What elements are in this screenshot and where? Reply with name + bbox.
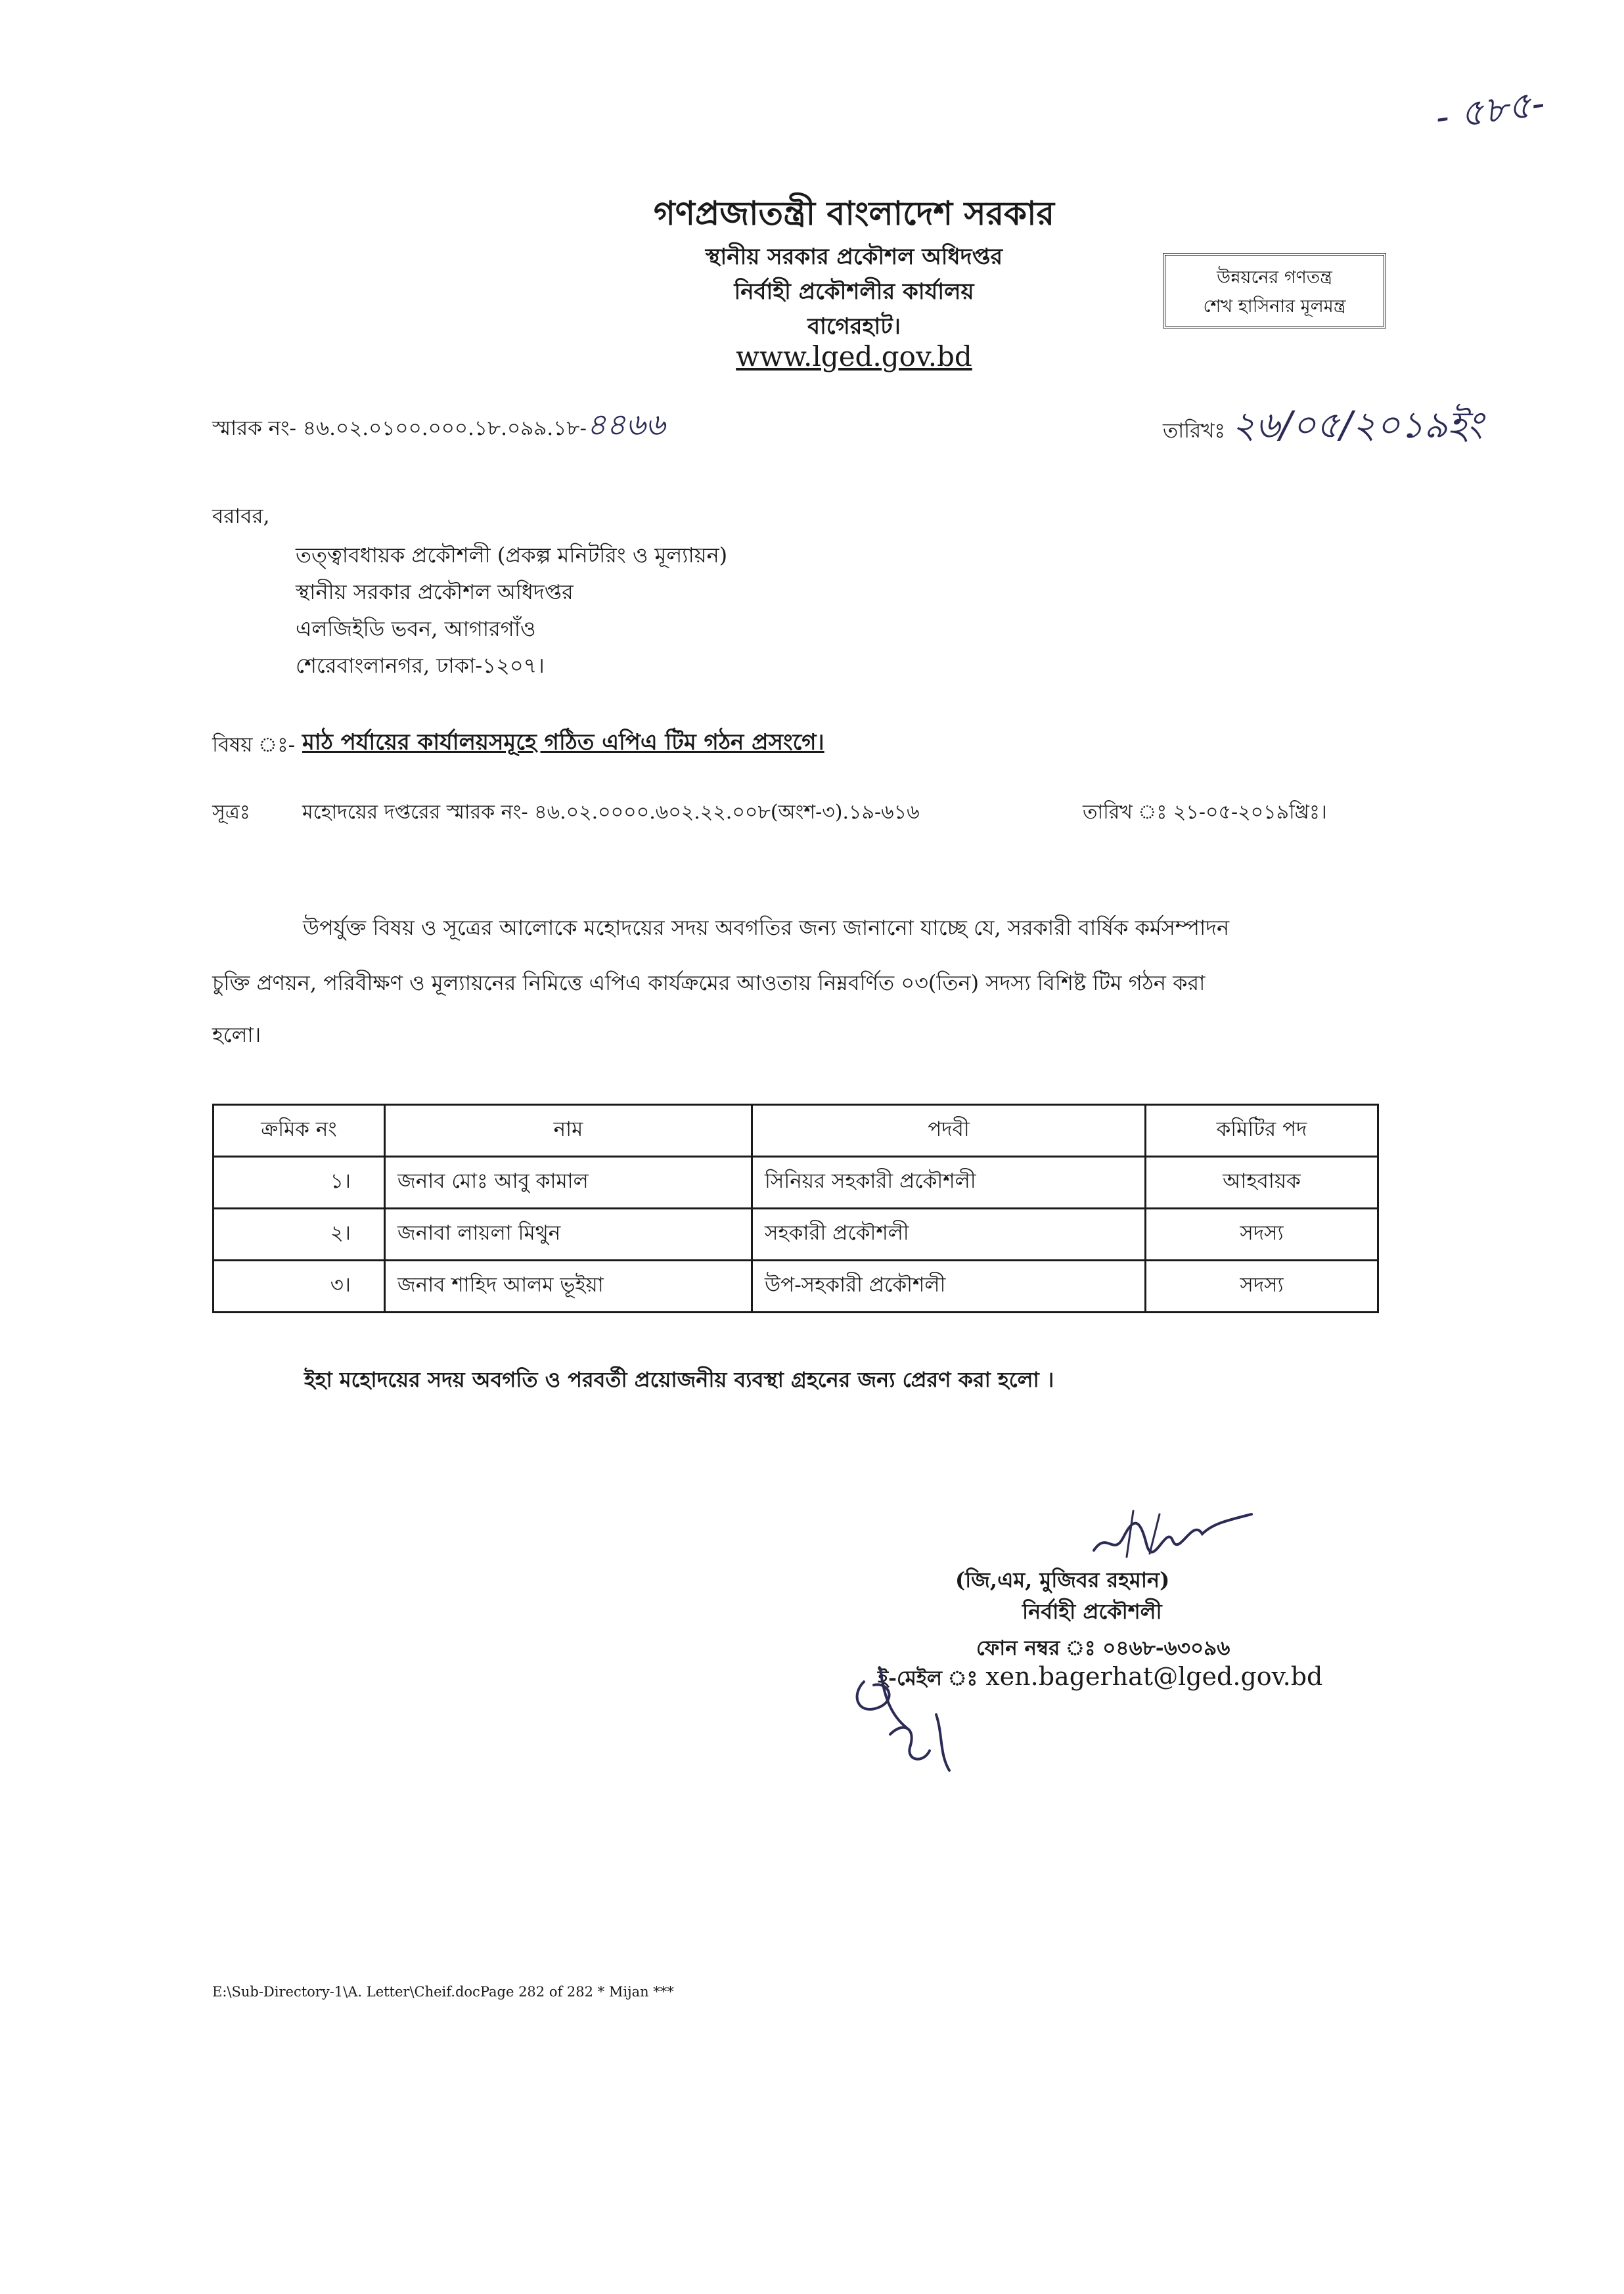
header-serial: ক্রমিক নং: [214, 1105, 385, 1157]
memo-number: [212, 402, 665, 452]
cell-name: জনাব মোঃ আবু কামাল: [385, 1157, 752, 1209]
signatory-name: (জি,এম, মুজিবর রহমান): [955, 1567, 1170, 1592]
office-name: নির্বাহী প্রকৌশলীর কার্যালয়: [734, 279, 974, 305]
header-designation: পদবী: [752, 1105, 1146, 1157]
cell-role: সদস্য: [1146, 1261, 1378, 1313]
table-row: [214, 1157, 1378, 1209]
body-line-1-text: উপর্যুক্ত বিষয় ও সূত্রের আলোকে মহোদয়ের সদয় অবগতির জন্য জানানো যাচ্ছে যে, সরকারী বার্ষিক কর্মসম্পাদন: [303, 915, 1230, 940]
subject-label: বিষয় ঃ-: [212, 733, 296, 757]
handwritten-initials: [844, 1655, 976, 1787]
cell-serial: ২।: [214, 1209, 385, 1261]
email-address[interactable]: xen.bagerhat@lged.gov.bd: [985, 1662, 1323, 1691]
website-link[interactable]: www.lged.gov.bd: [736, 340, 972, 372]
team-table: [212, 1104, 1379, 1313]
signatory-title: নির্বাহী প্রকৌশলী: [1022, 1599, 1162, 1624]
reference-text: মহোদয়ের দপ্তরের স্মারক নং- ৪৬.০২.০০০০.৬০২.২২.০০৮(অংশ-৩).১৯-৬১৬: [302, 801, 920, 824]
cell-designation: সিনিয়র সহকারী প্রকৌশলী: [752, 1157, 1146, 1209]
slogan-box: [1163, 253, 1386, 328]
cell-role: আহবায়ক: [1146, 1157, 1378, 1209]
table-header-row: [214, 1105, 1378, 1157]
body-paragraph-line-2: চুক্তি প্রণয়ন, পরিবীক্ষণ ও মূল্যায়নের নিমিত্তে এপিএ কার্যক্রমের আওতায় নিম্নবর্ণিত ০৩(তিন) সদস্য বিশিষ্ট টিম গঠন করা: [212, 970, 1206, 995]
cell-name: জনাব শাহিদ আলম ভূইয়া: [385, 1261, 752, 1313]
slogan-line-2: শেখ হাসিনার মূলমন্ত্র: [1203, 296, 1346, 317]
table-row: [214, 1209, 1378, 1261]
subject-text: মাঠ পর্যায়ের কার্যালয়সমূহে গঠিত এপিএ টিম গঠন প্রসংগে।: [302, 729, 824, 755]
memo-handwritten-number: ৪৪৬৬: [586, 407, 665, 442]
header-committee-role: কমিটির পদ: [1146, 1105, 1378, 1157]
file-path-footer: E:\Sub-Directory-1\A. Letter\Cheif.docPage 282 of 282 * Mijan ***: [212, 1984, 674, 2000]
recipient-line-2: স্থানীয় সরকার প্রকৌশল অধিদপ্তর: [296, 579, 574, 604]
handwritten-page-mark: - ৫৮৫-: [1432, 81, 1548, 140]
header-name: নাম: [385, 1105, 752, 1157]
signatory-phone: ফোন নম্বর ঃ ০৪৬৮-৬৩০৯৬: [976, 1636, 1230, 1660]
recipient-line-1: তত্ত্বাবধায়ক প্রকৌশলী (প্রকল্প মনিটরিং ও মূল্যায়ন): [296, 543, 728, 568]
body-paragraph-line-3: হলো।: [212, 1022, 261, 1047]
government-title: গণপ্রজাতন্ত্রী বাংলাদেশ সরকার: [654, 194, 1054, 233]
cell-serial: ৩।: [214, 1261, 385, 1313]
email-label: ই-মেইল ঃ: [878, 1667, 978, 1690]
body-paragraph-line-1: [212, 911, 1395, 947]
recipient-line-3: এলজিইডি ভবন, আগারগাঁও: [296, 616, 536, 641]
cell-designation: সহকারী প্রকৌশলী: [752, 1209, 1146, 1261]
memo-label: স্মারক নং- ৪৬.০২.০১০০.০০০.১৮.০৯৯.১৮-: [212, 416, 587, 440]
cell-serial: ১।: [214, 1157, 385, 1209]
recipient-line-4: শেরেবাংলানগর, ঢাকা-১২০৭।: [296, 653, 545, 678]
reference-date: তারিখ ঃ ২১-০৫-২০১৯খ্রিঃ।: [1083, 801, 1327, 824]
letter-date: [1163, 397, 1483, 459]
date-handwritten: ২৬/০৫/২০১৯ইং: [1231, 404, 1483, 447]
office-location: বাগেরহাট।: [807, 313, 901, 340]
reference-label: সূত্রঃ: [212, 801, 250, 824]
table-row: [214, 1261, 1378, 1313]
cell-name: জনাবা লায়লা মিথুন: [385, 1209, 752, 1261]
slogan-line-1: উন্নয়নের গণতন্ত্র: [1217, 267, 1332, 288]
salutation: বরাবর,: [212, 505, 270, 528]
department-name: স্থানীয় সরকার প্রকৌশল অধিদপ্তর: [705, 244, 1003, 270]
signature-scribble: [1087, 1504, 1258, 1563]
cell-role: সদস্য: [1146, 1209, 1378, 1261]
closing-line: ইহা মহোদয়ের সদয় অবগতি ও পরবর্তী প্রয়োজনীয় ব্যবস্থা গ্রহনের জন্য প্রেরণ করা হলো ।: [304, 1367, 1054, 1392]
date-label: তারিখঃ: [1163, 419, 1226, 443]
cell-designation: উপ-সহকারী প্রকৌশলী: [752, 1261, 1146, 1313]
